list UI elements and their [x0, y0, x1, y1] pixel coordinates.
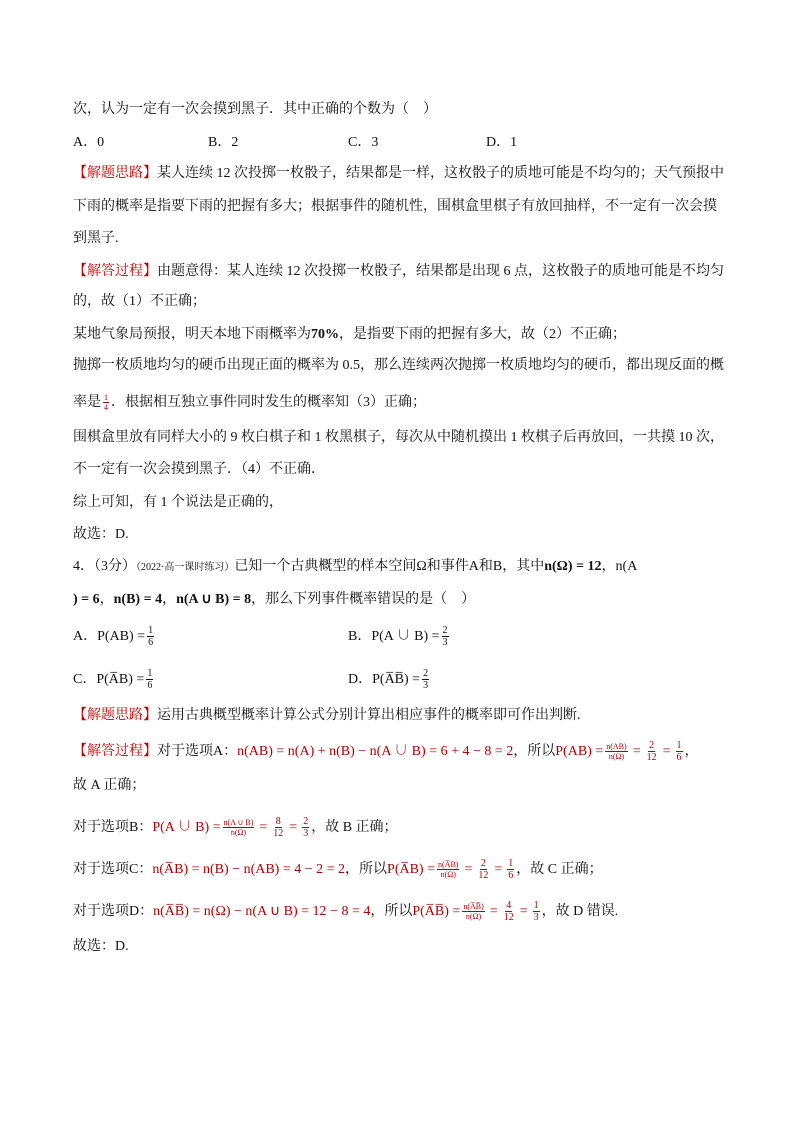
q3-option-a: A．0: [73, 135, 105, 150]
fraction-denominator: n(Ω): [465, 912, 482, 922]
solution-text: 对于选项D：: [73, 904, 154, 919]
stem-text: 和: [478, 559, 493, 574]
q3-solution-line: [73, 262, 724, 282]
fraction-denominator: 6: [148, 637, 154, 649]
fraction: [533, 900, 540, 923]
fraction-denominator: 3: [303, 828, 309, 840]
rain-probability-value: 70%: [311, 327, 339, 342]
q3-solution-line: 围棋盒里放有同样大小的 9 枚白棋子和 1 枚黑棋子，每次从中随机摸出 1 枚棋子后再放回，一共摸 10 次，: [73, 430, 724, 445]
question-number: 4．: [73, 559, 94, 574]
math-expression: n(A̅B̅) = n(Ω) − n(A ∪ B) = 12 − 8 = 4: [153, 904, 371, 919]
math-expression: P(A̅B̅) =: [412, 904, 461, 919]
fraction-numerator: 2: [423, 668, 429, 680]
option-expression: P(AB) =: [97, 629, 146, 644]
q4-solution-option-a: [73, 737, 699, 767]
stem-text: 已知一个古典概型的样本空间: [234, 559, 417, 574]
fraction: [477, 858, 489, 881]
q3-solution-line: 抛掷一枚质地均匀的硬币出现正面的概率为 0.5，那么连续两次抛掷一枚质地均匀的硬币，都出现反面的概: [73, 358, 724, 373]
fraction: [147, 625, 154, 648]
math-expression: P(A̅B) =: [387, 862, 435, 877]
q4-answer: 故选：D.: [73, 939, 129, 954]
fraction-numerator: 1: [104, 393, 108, 403]
q4-option-a: [73, 622, 156, 652]
equals-sign: =: [464, 862, 473, 877]
fraction: [302, 816, 309, 839]
analysis-text: 运用古典概型概率计算公式分别计算出相应事件的概率即可作出判断.: [157, 708, 581, 723]
solution-text: 对于选项C：: [73, 862, 153, 877]
equals-sign: =: [519, 904, 528, 919]
math-expression: n(B) = 4: [113, 592, 163, 607]
fraction-denominator: 3: [533, 912, 539, 924]
q3-analysis-line: 下雨的概率是指要下雨的把握有多大；根据事件的随机性，围棋盒里棋子有放回抽样，不一定有一次会摸: [73, 199, 717, 214]
q3-option-c: C．3: [348, 135, 379, 150]
option-expression: P(A̅B) =: [96, 672, 145, 687]
q3-options: [73, 133, 573, 153]
solution-label: 【解答过程】: [73, 264, 157, 279]
q3-analysis-line: 到黑子.: [73, 231, 119, 246]
solution-text: ，故 B 正确；: [311, 820, 398, 835]
fraction: [146, 668, 153, 691]
fraction-numerator: n(A̅B̅): [463, 902, 484, 912]
math-expression: P(A ∪ B) =: [152, 820, 221, 835]
q4-option-c: [73, 665, 155, 695]
q3-option-d: D．1: [486, 135, 518, 150]
fraction-denominator: n(Ω): [440, 870, 456, 880]
solution-text: ，所以: [370, 904, 413, 919]
fraction: [422, 668, 429, 691]
fraction-numerator: 2: [303, 816, 309, 828]
q4-stem-line: [73, 590, 475, 610]
fraction: [503, 900, 515, 923]
solution-text: ，故 C 正确；: [516, 862, 603, 877]
fraction: [437, 860, 459, 879]
option-label: C．: [73, 672, 97, 687]
math-expression: n(A̅B) = n(B) − n(AB) = 4 − 2 = 2: [152, 862, 346, 877]
stem-text: ，: [162, 592, 177, 607]
equals-sign: =: [259, 820, 268, 835]
equals-sign: =: [489, 904, 498, 919]
fraction: [442, 625, 449, 648]
fraction-denominator: 12: [273, 828, 284, 840]
fraction-numerator: 1: [533, 900, 539, 912]
fraction-numerator: 1: [148, 625, 154, 637]
solution-text: 对于选项B：: [73, 820, 153, 835]
fraction: [103, 393, 109, 412]
fraction-numerator: 2: [480, 858, 486, 870]
fraction-numerator: 8: [275, 816, 281, 828]
solution-text: ．根据相互独立事件同时发生的概率知（3）正确；: [111, 395, 426, 410]
analysis-label: 【解题思路】: [73, 166, 157, 181]
equals-sign: =: [662, 744, 671, 759]
math-symbol: B: [492, 559, 503, 574]
option-label: D．: [348, 672, 373, 687]
fraction-denominator: 6: [147, 680, 153, 692]
solution-text: ，所以: [513, 744, 556, 759]
math-expression: n(A ∪ B) = 8: [176, 592, 252, 607]
solution-text: 率是: [73, 395, 101, 410]
option-label: A．: [73, 629, 98, 644]
q4-option-b: [348, 622, 451, 652]
math-expression: ) = 6: [73, 592, 100, 607]
equals-sign: =: [632, 744, 641, 759]
solution-text: 某地气象局预报，明天本地下雨概率为: [73, 327, 311, 342]
equals-sign: =: [494, 862, 503, 877]
q3-solution-summary: 综上可知，有 1 个说法是正确的，: [73, 495, 283, 510]
q3-solution-line: 不一定有一次会摸到黑子．（4）不正确．: [73, 462, 325, 477]
math-expression: n(Ω) = 12: [544, 559, 602, 574]
fraction: [676, 740, 683, 763]
solution-text: ，所以: [345, 862, 388, 877]
fraction-denominator: 12: [646, 752, 657, 764]
fraction: [605, 742, 627, 761]
option-expression: P(A̅B̅) =: [372, 672, 421, 687]
option-expression: P(A ∪ B) =: [371, 629, 440, 644]
fraction: [507, 858, 514, 881]
fraction-numerator: n(A ∪ B): [223, 818, 254, 828]
fraction-denominator: n(Ω): [230, 828, 247, 838]
fraction-numerator: 4: [506, 900, 512, 912]
fraction-numerator: 2: [649, 740, 655, 752]
q3-option-b: B．2: [208, 135, 239, 150]
fraction-numerator: 1: [676, 740, 682, 752]
q3-analysis-line: [73, 164, 724, 184]
q4-solution-option-d: [73, 897, 618, 927]
fraction-numerator: 1: [508, 858, 514, 870]
fraction-denominator: 6: [676, 752, 682, 764]
fraction-denominator: 12: [503, 912, 514, 924]
q4-analysis-line: [73, 706, 581, 726]
fraction-denominator: 4: [104, 403, 108, 413]
solution-text: 对于选项A：: [157, 744, 238, 759]
q4-options-row: [73, 622, 573, 652]
q4-option-d: [348, 665, 431, 695]
q4-options-row: [73, 665, 573, 695]
analysis-text: 某人连续 12 次投掷一枚骰子，结果都是一样，这枚骰子的质地可能是不均匀的；天气预报中: [157, 166, 724, 181]
q3-answer: 故选：D.: [73, 527, 129, 542]
q4-solution-option-b: [73, 813, 398, 843]
fraction-denominator: 3: [423, 680, 429, 692]
fraction-numerator: 2: [442, 625, 448, 637]
solution-text: ，故 D 错误.: [541, 904, 619, 919]
fraction-numerator: n(AB): [606, 742, 627, 752]
q3-solution-line: [73, 325, 626, 345]
fraction: [462, 902, 484, 921]
fraction-denominator: 3: [442, 637, 448, 649]
q3-solution-line: 的，故（1）不正确；: [73, 294, 206, 309]
stem-text: ，: [99, 592, 114, 607]
fraction: [646, 740, 658, 763]
solution-label: 【解答过程】: [73, 744, 157, 759]
math-symbol: A: [468, 559, 479, 574]
q3-stem-tail: 次，认为一定有一次会摸到黑子．其中正确的个数为（ ）: [73, 102, 437, 117]
question-score: （3分）: [94, 559, 136, 574]
option-label: B．: [348, 629, 372, 644]
solution-text: 由题意得：某人连续 12 次投掷一枚骰子，结果都是出现 6 点，这枚骰子的质地可能是不均匀: [157, 264, 724, 279]
fraction-numerator: 1: [147, 668, 153, 680]
q3-solution-line: [73, 388, 426, 418]
fraction: [223, 818, 255, 837]
stem-text: ，: [601, 559, 616, 574]
solution-text: ，是指要下雨的把握有多大，故（2）不正确；: [339, 327, 626, 342]
fraction-numerator: n(A̅B): [438, 860, 459, 870]
math-symbol: Ω: [416, 559, 427, 574]
stem-text: 和事件: [426, 559, 469, 574]
math-expression: n(AB) = n(A) + n(B) − n(A ∪ B) = 6 + 4 − 8 = 2: [237, 744, 514, 759]
fraction-denominator: 12: [478, 870, 489, 882]
fraction-denominator: n(Ω): [608, 752, 625, 762]
stem-text: ，那么下列事件概率错误的是（ ）: [251, 592, 476, 607]
math-expression: n(A: [615, 559, 638, 574]
q4-solution-verdict-a: 故 A 正确；: [73, 778, 146, 793]
fraction: [272, 816, 284, 839]
stem-text: ，其中: [502, 559, 545, 574]
equals-sign: =: [289, 820, 298, 835]
math-expression: P(AB) =: [555, 744, 604, 759]
q4-solution-option-c: [73, 855, 603, 885]
analysis-label: 【解题思路】: [73, 708, 157, 723]
question-source: （2022·高一课时练习）: [136, 562, 235, 573]
fraction-denominator: 6: [508, 870, 514, 882]
solution-text: ，: [684, 744, 699, 759]
q4-stem-line: [73, 557, 637, 577]
